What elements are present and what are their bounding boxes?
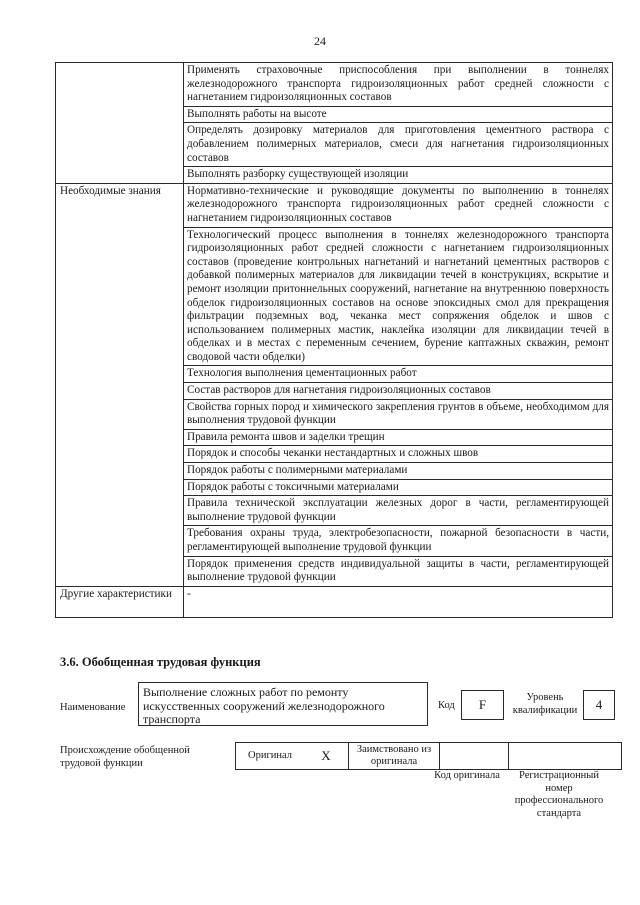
original-mark: X xyxy=(304,743,349,770)
name-value-box: Выполнение сложных работ по ремонту искусственных сооружений железнодорожного транспорта xyxy=(138,682,428,726)
table-row xyxy=(56,586,613,617)
table-cell: Применять страховочные приспособления при выполнении в тоннелях железнодорожного транспорта гидроизоляционных работ средней сложности с нагнетанием гидроизоляционных составов xyxy=(184,63,613,107)
page-number: 24 xyxy=(314,34,326,48)
origin-table xyxy=(235,742,622,770)
table-cell: Правила технической эксплуатации железных дорог в части, регламентирующей выполнение трудовой функции xyxy=(184,496,613,526)
reg-number-label: Регистрационный номер профессионального стандарта xyxy=(514,770,604,819)
code-value-box: F xyxy=(461,690,504,720)
table-cell: Технология выполнения цементационных работ xyxy=(184,366,613,383)
origin-label: Происхождение обобщенной трудовой функции xyxy=(60,745,190,769)
table-cell: - xyxy=(184,586,613,617)
table-cell: Порядок работы с токсичными материалами xyxy=(184,479,613,496)
table-row xyxy=(56,183,613,227)
skills-table xyxy=(55,62,613,618)
table-cell: Нормативно-технические и руководящие документы по выполнению в тоннелях железнодорожного транспорта гидроизоляционных работ средней сложности с нагнетанием гидроизоляционных составов xyxy=(184,183,613,227)
level-label: Уровень квалификации xyxy=(512,692,578,716)
original-label: Оригинал xyxy=(236,743,305,770)
function-header-row xyxy=(60,682,620,732)
origin-row xyxy=(236,743,622,770)
name-label: Наименование xyxy=(60,702,126,713)
table-cell: Требования охраны труда, электробезопасности, пожарной безопасности в части, регламентирующей выполнение трудовой функции xyxy=(184,526,613,556)
table-cell: Состав растворов для нагнетания гидроизоляционных составов xyxy=(184,383,613,400)
table-cell: Выполнять работы на высоте xyxy=(184,106,613,123)
code-original-box xyxy=(440,743,509,770)
table-cell: Выполнять разборку существующей изоляции xyxy=(184,167,613,184)
table-cell: Порядок и способы чеканки нестандартных и сложных швов xyxy=(184,446,613,463)
table-cell: Правила ремонта швов и заделки трещин xyxy=(184,429,613,446)
table-cell: Свойства горных пород и химического закрепления грунтов в объеме, необходимом для выполнения трудовой функции xyxy=(184,399,613,429)
reg-number-box xyxy=(509,743,622,770)
borrowed-label: Заимствовано из оригинала xyxy=(349,743,440,770)
code-original-label: Код оригинала xyxy=(434,770,500,781)
row-label-empty xyxy=(56,63,184,184)
skills-table-body xyxy=(56,63,613,618)
section-heading: 3.6. Обобщенная трудовая функция xyxy=(60,655,261,669)
table-cell: Определять дозировку материалов для приготовления цементного раствора с добавлением полимерных материалов, смеси для нагнетания гидроизоляционных составов xyxy=(184,123,613,167)
table-cell: Порядок применения средств индивидуальной защиты в части, регламентирующей выполнение трудовой функции xyxy=(184,556,613,586)
table-cell: Порядок работы с полимерными материалами xyxy=(184,463,613,480)
row-label-knowledge: Необходимые знания xyxy=(56,183,184,586)
row-label-other: Другие характеристики xyxy=(56,586,184,617)
level-value-box: 4 xyxy=(583,690,615,720)
table-cell: Технологический процесс выполнения в тоннелях железнодорожного транспорта гидроизоляционных работ средней сложности с нагнетанием гидроизоляционных составов (проведение контрольных нагнетаний и нагнетаний цементных растворов с добавкой полимерных материалов для ликвидации течей в конструкциях, вскрытие и ремонт изоляции притоннельных сооружений, нагнетание на внутреннюю поверхность обделок гидроизоляционных составов на основе эпоксидных смол для прекращения фильтрации подземных вод, чеканка мест сопряжения обделок и швов с использованием полимерных мастик, наклейка изоляции для ликвидации течей в обделках и в местах с переменным сечением, бурение каптажных скважин, ремонт сводовой части обделки) xyxy=(184,227,613,366)
code-label: Код xyxy=(438,700,455,711)
table-row xyxy=(56,63,613,107)
